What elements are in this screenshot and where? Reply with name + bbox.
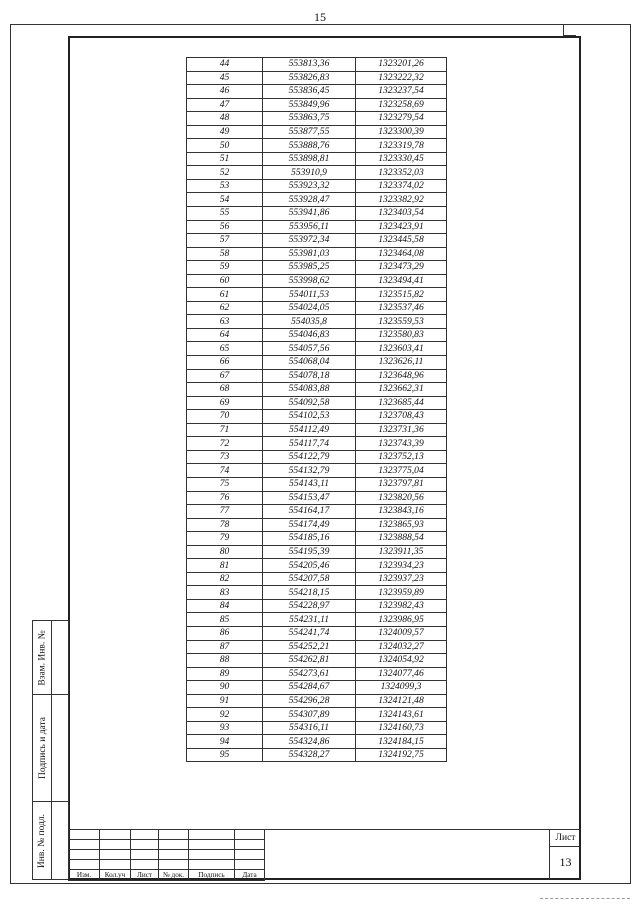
coord-x: 553888,76 <box>263 139 356 153</box>
table-row <box>187 735 447 749</box>
coordinates-table <box>186 57 447 762</box>
point-number: 75 <box>187 477 263 491</box>
point-number: 74 <box>187 464 263 478</box>
coord-x: 553826,83 <box>263 71 356 85</box>
table-row <box>187 477 447 491</box>
coord-y: 1323626,11 <box>356 356 447 370</box>
coord-y: 1323222,32 <box>356 71 447 85</box>
coord-y: 1324143,61 <box>356 708 447 722</box>
point-number: 94 <box>187 735 263 749</box>
table-row <box>187 505 447 519</box>
coord-x: 554296,28 <box>263 694 356 708</box>
coord-y: 1324032,27 <box>356 640 447 654</box>
header-list: Лист <box>131 870 159 881</box>
coord-x: 554228,97 <box>263 599 356 613</box>
point-number: 58 <box>187 247 263 261</box>
point-number: 95 <box>187 748 263 762</box>
coordinates-table-body <box>187 58 447 762</box>
coord-y: 1324160,73 <box>356 721 447 735</box>
coord-x: 554241,74 <box>263 626 356 640</box>
table-row <box>187 423 447 437</box>
table-row <box>187 220 447 234</box>
table-row <box>187 708 447 722</box>
coord-y: 1323319,78 <box>356 139 447 153</box>
coord-x: 554273,61 <box>263 667 356 681</box>
point-number: 91 <box>187 694 263 708</box>
stamp-inv-podl <box>34 801 51 881</box>
table-row <box>187 207 447 221</box>
point-number: 60 <box>187 274 263 288</box>
table-row <box>187 667 447 681</box>
coord-x: 553998,62 <box>263 274 356 288</box>
table-row <box>187 626 447 640</box>
coord-x: 553972,34 <box>263 234 356 248</box>
coord-x: 554102,53 <box>263 410 356 424</box>
sheet-label: Лист <box>550 830 581 847</box>
coord-x: 554252,21 <box>263 640 356 654</box>
coord-x: 554112,49 <box>263 423 356 437</box>
table-row <box>187 410 447 424</box>
coord-y: 1323843,16 <box>356 505 447 519</box>
table-row <box>187 85 447 99</box>
table-row <box>187 261 447 275</box>
point-number: 88 <box>187 654 263 668</box>
point-number: 55 <box>187 207 263 221</box>
coord-y: 1324099,3 <box>356 681 447 695</box>
coord-y: 1323743,39 <box>356 437 447 451</box>
stamp-value-column <box>51 621 68 879</box>
stamp-inv-podl-label: Инв. № подл. <box>37 813 48 869</box>
table-row <box>187 721 447 735</box>
sheet-number: 13 <box>559 855 572 869</box>
coord-y: 1323986,95 <box>356 613 447 627</box>
point-number: 62 <box>187 301 263 315</box>
table-row <box>187 71 447 85</box>
coord-y: 1324054,92 <box>356 654 447 668</box>
coord-x: 553928,47 <box>263 193 356 207</box>
coord-y: 1323662,31 <box>356 383 447 397</box>
coord-x: 554132,79 <box>263 464 356 478</box>
table-row <box>187 532 447 546</box>
table-row <box>187 748 447 762</box>
coord-x: 553985,25 <box>263 261 356 275</box>
coord-x: 554035,8 <box>263 315 356 329</box>
coord-y: 1323959,89 <box>356 586 447 600</box>
coord-y: 1323797,81 <box>356 477 447 491</box>
table-row <box>187 599 447 613</box>
coord-x: 554083,88 <box>263 383 356 397</box>
table-row <box>187 369 447 383</box>
point-number: 48 <box>187 112 263 126</box>
coord-x: 553956,11 <box>263 220 356 234</box>
coord-x: 554068,04 <box>263 356 356 370</box>
point-number: 65 <box>187 342 263 356</box>
coord-x: 553898,81 <box>263 152 356 166</box>
point-number: 69 <box>187 396 263 410</box>
table-row <box>187 654 447 668</box>
point-number: 68 <box>187 383 263 397</box>
coord-y: 1323515,82 <box>356 288 447 302</box>
coord-y: 1323537,46 <box>356 301 447 315</box>
coord-x: 554231,11 <box>263 613 356 627</box>
coord-x: 554057,56 <box>263 342 356 356</box>
point-number: 72 <box>187 437 263 451</box>
coord-x: 553849,96 <box>263 98 356 112</box>
coord-x: 554328,27 <box>263 748 356 762</box>
coord-y: 1323731,36 <box>356 423 447 437</box>
coord-y: 1324009,57 <box>356 626 447 640</box>
coord-y: 1324121,48 <box>356 694 447 708</box>
coord-y: 1324192,75 <box>356 748 447 762</box>
coord-y: 1323580,83 <box>356 328 447 342</box>
coord-y: 1323752,13 <box>356 450 447 464</box>
table-row <box>187 464 447 478</box>
header-podpis: Подпись <box>189 870 235 881</box>
sheet-box <box>549 829 581 880</box>
point-number: 85 <box>187 613 263 627</box>
coord-y: 1323382,92 <box>356 193 447 207</box>
table-row <box>187 450 447 464</box>
point-number: 53 <box>187 179 263 193</box>
coord-y: 1323888,54 <box>356 532 447 546</box>
coord-y: 1324077,46 <box>356 667 447 681</box>
page-number: 15 <box>314 10 326 24</box>
coord-y: 1323445,58 <box>356 234 447 248</box>
stamp-podpis-data <box>34 694 51 801</box>
coord-x: 554284,67 <box>263 681 356 695</box>
coord-x: 554174,49 <box>263 518 356 532</box>
coord-y: 1324184,15 <box>356 735 447 749</box>
title-block <box>68 829 581 880</box>
table-row <box>187 247 447 261</box>
table-row <box>187 437 447 451</box>
table-row <box>187 193 447 207</box>
coord-y: 1323473,29 <box>356 261 447 275</box>
table-row <box>187 681 447 695</box>
table-row <box>187 166 447 180</box>
point-number: 93 <box>187 721 263 735</box>
point-number: 73 <box>187 450 263 464</box>
coord-y: 1323258,69 <box>356 98 447 112</box>
coord-x: 553836,45 <box>263 85 356 99</box>
point-number: 70 <box>187 410 263 424</box>
point-number: 50 <box>187 139 263 153</box>
coord-y: 1323685,44 <box>356 396 447 410</box>
coord-x: 553910,9 <box>263 166 356 180</box>
point-number: 45 <box>187 71 263 85</box>
point-number: 57 <box>187 234 263 248</box>
header-data: Дата <box>235 870 265 881</box>
point-number: 51 <box>187 152 263 166</box>
point-number: 81 <box>187 559 263 573</box>
coord-x: 554143,11 <box>263 477 356 491</box>
coord-x: 553981,03 <box>263 247 356 261</box>
table-row <box>187 383 447 397</box>
title-block-main-field <box>264 829 549 880</box>
point-number: 92 <box>187 708 263 722</box>
coord-y: 1323934,23 <box>356 559 447 573</box>
table-row <box>187 328 447 342</box>
table-row <box>187 491 447 505</box>
point-number: 47 <box>187 98 263 112</box>
coord-x: 554218,15 <box>263 586 356 600</box>
table-row <box>187 396 447 410</box>
coord-x: 553941,86 <box>263 207 356 221</box>
point-number: 76 <box>187 491 263 505</box>
coord-y: 1323403,54 <box>356 207 447 221</box>
point-number: 59 <box>187 261 263 275</box>
coord-y: 1323330,45 <box>356 152 447 166</box>
table-row <box>187 288 447 302</box>
coord-y: 1323279,54 <box>356 112 447 126</box>
table-row <box>187 301 447 315</box>
table-row <box>187 179 447 193</box>
table-row <box>187 58 447 72</box>
coord-y: 1323464,08 <box>356 247 447 261</box>
coord-x: 553813,36 <box>263 58 356 72</box>
coord-x: 554164,17 <box>263 505 356 519</box>
point-number: 46 <box>187 85 263 99</box>
coord-y: 1323237,54 <box>356 85 447 99</box>
revision-grid <box>68 829 265 881</box>
coord-y: 1323352,03 <box>356 166 447 180</box>
point-number: 83 <box>187 586 263 600</box>
table-row <box>187 139 447 153</box>
point-number: 56 <box>187 220 263 234</box>
point-number: 66 <box>187 356 263 370</box>
coord-y: 1323982,43 <box>356 599 447 613</box>
point-number: 89 <box>187 667 263 681</box>
table-row <box>187 274 447 288</box>
table-row <box>187 518 447 532</box>
stamp-podpis-data-label: Подпись и дата <box>37 716 48 779</box>
table-row <box>187 315 447 329</box>
coord-x: 554078,18 <box>263 369 356 383</box>
coord-y: 1323937,23 <box>356 572 447 586</box>
table-row <box>187 572 447 586</box>
coord-x: 554316,11 <box>263 721 356 735</box>
table-row <box>187 694 447 708</box>
coord-x: 554205,46 <box>263 559 356 573</box>
point-number: 90 <box>187 681 263 695</box>
point-number: 84 <box>187 599 263 613</box>
coord-y: 1323201,26 <box>356 58 447 72</box>
header-n-dok: № док. <box>159 870 189 881</box>
coord-x: 553877,55 <box>263 125 356 139</box>
coord-x: 554262,81 <box>263 654 356 668</box>
coord-y: 1323603,41 <box>356 342 447 356</box>
stamp-vzam-inv <box>34 621 51 694</box>
coord-y: 1323775,04 <box>356 464 447 478</box>
point-number: 44 <box>187 58 263 72</box>
coord-x: 554024,05 <box>263 301 356 315</box>
point-number: 80 <box>187 545 263 559</box>
table-row <box>187 112 447 126</box>
point-number: 78 <box>187 518 263 532</box>
coord-y: 1323911,35 <box>356 545 447 559</box>
coord-y: 1323865,93 <box>356 518 447 532</box>
coord-x: 554117,74 <box>263 437 356 451</box>
point-number: 87 <box>187 640 263 654</box>
coord-y: 1323648,96 <box>356 369 447 383</box>
point-number: 67 <box>187 369 263 383</box>
table-row <box>187 234 447 248</box>
table-row <box>187 586 447 600</box>
bottom-rule <box>540 898 630 899</box>
table-row <box>187 559 447 573</box>
point-number: 71 <box>187 423 263 437</box>
corner-tab <box>563 24 576 36</box>
coord-y: 1323494,41 <box>356 274 447 288</box>
table-row <box>187 613 447 627</box>
coord-x: 554324,86 <box>263 735 356 749</box>
coord-x: 553863,75 <box>263 112 356 126</box>
coord-x: 554153,47 <box>263 491 356 505</box>
coord-y: 1323820,56 <box>356 491 447 505</box>
point-number: 63 <box>187 315 263 329</box>
table-row <box>187 152 447 166</box>
binding-stamp <box>32 620 69 880</box>
header-kol-uch: Кол.уч <box>100 870 131 881</box>
coord-x: 554207,58 <box>263 572 356 586</box>
point-number: 77 <box>187 505 263 519</box>
coord-x: 554185,16 <box>263 532 356 546</box>
coord-y: 1323559,53 <box>356 315 447 329</box>
header-izm: Изм. <box>69 870 100 881</box>
table-row <box>187 356 447 370</box>
point-number: 61 <box>187 288 263 302</box>
table-row <box>187 545 447 559</box>
point-number: 52 <box>187 166 263 180</box>
table-row <box>187 640 447 654</box>
coord-x: 554195,39 <box>263 545 356 559</box>
coord-x: 554011,53 <box>263 288 356 302</box>
table-row <box>187 98 447 112</box>
coord-x: 554122,79 <box>263 450 356 464</box>
point-number: 82 <box>187 572 263 586</box>
point-number: 54 <box>187 193 263 207</box>
coord-x: 554092,58 <box>263 396 356 410</box>
coord-x: 554046,83 <box>263 328 356 342</box>
coord-x: 553923,32 <box>263 179 356 193</box>
coord-x: 554307,89 <box>263 708 356 722</box>
coord-y: 1323300,39 <box>356 125 447 139</box>
point-number: 86 <box>187 626 263 640</box>
coord-y: 1323708,43 <box>356 410 447 424</box>
point-number: 49 <box>187 125 263 139</box>
point-number: 64 <box>187 328 263 342</box>
coord-y: 1323423,91 <box>356 220 447 234</box>
stamp-vzam-inv-label: Взам. Инв. № <box>37 629 48 686</box>
table-row <box>187 342 447 356</box>
point-number: 79 <box>187 532 263 546</box>
table-row <box>187 125 447 139</box>
coord-y: 1323374,02 <box>356 179 447 193</box>
